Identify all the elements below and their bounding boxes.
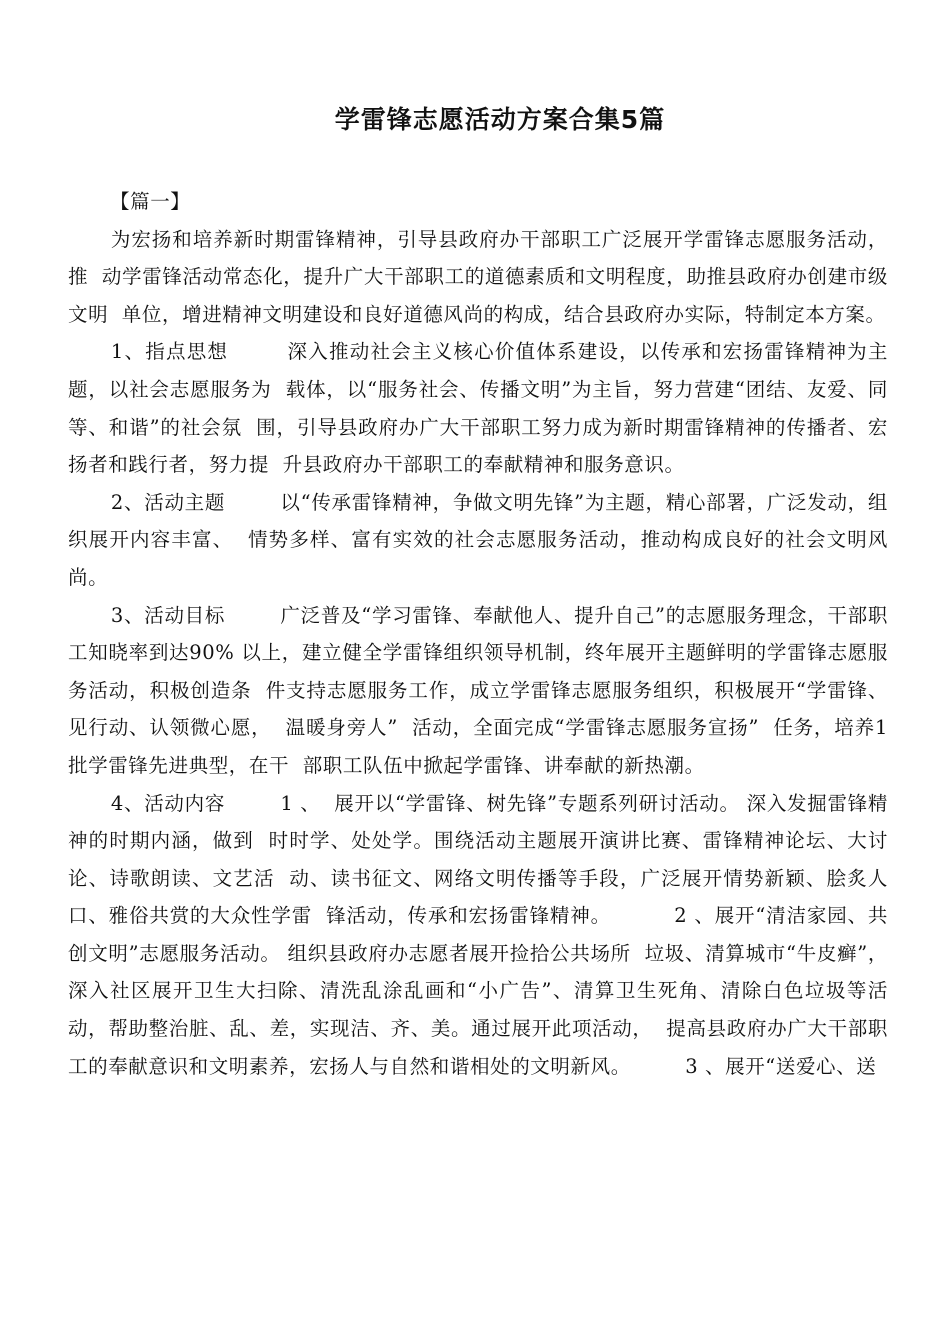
paragraph-activity-goal: 3、活动目标 广泛普及“学习雷锋、奉献他人、提升自己”的志愿服务理念，干部职工知晓率到达90% 以上，建立健全学雷锋组织领导机制，终年展开主题鲜明的学雷锋志愿服务活动，积极创造条 件支持志愿服务工作，成立学雷锋志愿服务组织，积极展开“学雷锋、见行动、认领微心愿， 温暖身旁人” 活动，全面完成“学雷锋志愿服务宣扬” 任务，培养1批学雷锋先进典型，在干 部职工队伍中掀起学雷锋、讲奉献的新热潮。 [68, 603, 888, 777]
document-title: 学雷锋志愿活动方案合集5篇 [334, 105, 666, 134]
paragraph-activity-content: 4、活动内容 1 、 展开以“学雷锋、树先锋”专题系列研讨活动。 深入发掘雷锋精神的时期内涵，做到 时时学、处处学。围绕活动主题展开演讲比赛、雷锋精神论坛、大讨论、诗歌朗读、文艺活 动、读书征文、网络文明传播等手段，广泛展开情势新颖、脍炙人口、雅俗共赏的大众性学雷 锋活动，传承和宏扬雷锋精神。 2 、展开“清洁家园、共创文明”志愿服务活动。 组织县政府办志愿者展开捡拾公共场所 垃圾、清算城市“牛皮癣”，深入社区展开卫生大扫除、清洗乱涂乱画和“小广告”、清算卫生死角、清除白色垃圾等活动，帮助整治脏、乱、差，实现洁、齐、美。通过展开此项活动， 提高县政府办广大干部职工的奉献意识和文明素养，宏扬人与自然和谐相处的文明新风。 3 、展开“送爱心、送 [68, 791, 888, 1078]
document-body [68, 183, 888, 1085]
paragraph-activity-theme: 2、活动主题 以“传承雷锋精神，争做文明先锋”为主题，精心部署，广泛发动，组织展开内容丰富、 情势多样、富有实效的社会志愿服务活动，推动构成良好的社会文明风尚。 [68, 490, 888, 589]
paragraph-guiding-thought: 1、指点思想 深入推动社会主义核心价值体系建设，以传承和宏扬雷锋精神为主题，以社会志愿服务为 载体，以“服务社会、传播文明”为主旨，努力营建“团结、友爱、同等、和谐”的社会氛 围，引导县政府办广大干部职工努力成为新时期雷锋精神的传播者、宏扬者和践行者，努力提 升县政府办干部职工的奉献精神和服务意识。 [68, 340, 888, 477]
section-label: 【篇一】 [110, 190, 191, 213]
paragraph-intro: 为宏扬和培养新时期雷锋精神，引导县政府办干部职工广泛展开学雷锋志愿服务活动，推 动学雷锋活动常态化，提升广大干部职工的道德素质和文明程度，助推县政府办创建市级文明 单位，增进精神文明建设和良好道德风尚的构成，结合县政府办实际，特制定本方案。 [68, 227, 888, 326]
